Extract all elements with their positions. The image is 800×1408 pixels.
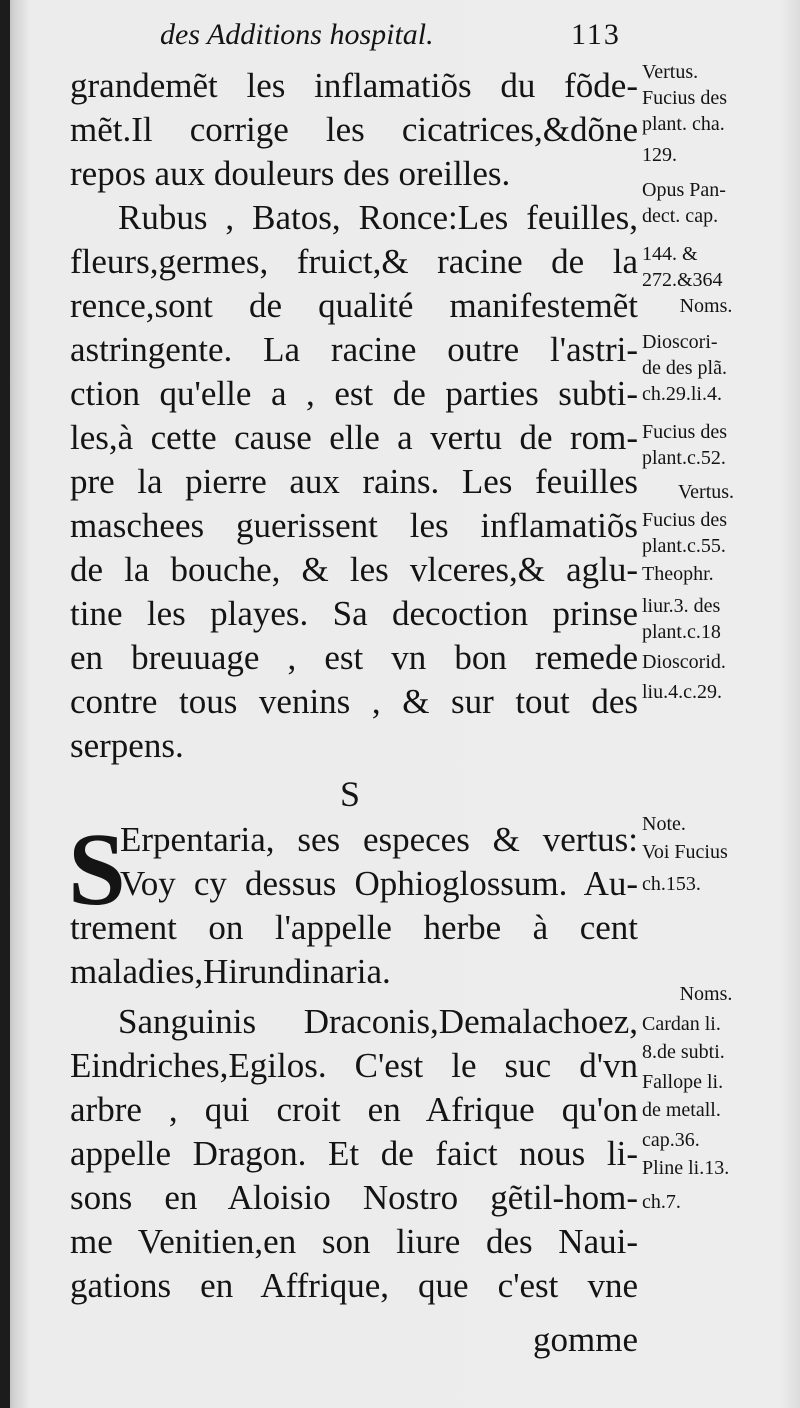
- text-line: tine les playes. Sa decoction prinse: [70, 594, 638, 633]
- text-line: contre tous venins , & sur tout des: [70, 682, 638, 721]
- margin-note: plant.c.55.: [642, 535, 726, 557]
- text-line: Voy cy dessus Ophioglossum. Au-: [120, 864, 638, 903]
- margin-note: 272.&364: [642, 269, 723, 291]
- margin-note: ch.29.li.4.: [642, 383, 722, 405]
- margin-note: plant. cha.: [642, 113, 725, 135]
- text-line: maschees guerissent les inflamatiõs: [70, 506, 638, 545]
- margin-note: Dioscorid.: [642, 651, 726, 673]
- margin-note: Fucius des: [642, 509, 727, 531]
- text-line: me Venitien,en son liure des Naui-: [70, 1222, 638, 1261]
- text-line: mẽt.Il corrige les cicatrices,&dõne: [70, 110, 638, 149]
- text-line: Erpentaria, ses especes & vertus:: [120, 820, 638, 859]
- text-line: Rubus , Batos, Ronce:Les feuilles,: [118, 198, 638, 237]
- margin-note: ch.7.: [642, 1191, 681, 1213]
- margin-note: Vertus.: [642, 61, 699, 83]
- running-title: des Additions hospital.: [160, 18, 434, 51]
- margin-note: 129.: [642, 144, 677, 166]
- margin-note: de des plã.: [642, 357, 727, 379]
- catchword: gomme: [533, 1320, 638, 1359]
- margin-note: 8.de subti.: [642, 1041, 725, 1063]
- text-line: Eindriches,Egilos. C'est le suc d'vn: [70, 1046, 638, 1085]
- margin-note: Noms.: [679, 983, 733, 1005]
- text-line: en breuuage , est vn bon remede: [70, 638, 638, 677]
- drop-capital: S: [68, 812, 126, 927]
- margin-note: Fucius des: [642, 421, 727, 443]
- text-line: gations en Affrique, que c'est vne: [70, 1266, 638, 1305]
- margin-note: liu.4.c.29.: [642, 681, 722, 703]
- margin-note: plant.c.52.: [642, 447, 726, 469]
- page-number: 113: [571, 18, 621, 51]
- text-line: astringente. La racine outre l'astri-: [70, 330, 638, 369]
- text-line: repos aux douleurs des oreilles.: [70, 154, 511, 193]
- text-line: rence,sont de qualité manifestemẽt: [70, 286, 638, 325]
- margin-note: liur.3. des: [642, 595, 721, 617]
- margin-note: Pline li.13.: [642, 1157, 730, 1179]
- text-line: serpens.: [70, 726, 184, 765]
- text-line: maladies,Hirundinaria.: [70, 952, 391, 991]
- text-line: Sanguinis Draconis,Demalachoez,: [118, 1002, 638, 1041]
- margin-note: Voi Fucius: [642, 841, 728, 863]
- margin-note: Vertus.: [677, 481, 735, 503]
- margin-note: Cardan li.: [642, 1013, 721, 1035]
- text-line: arbre , qui croit en Afrique qu'on: [70, 1090, 638, 1129]
- margin-note: Fucius des: [642, 87, 727, 109]
- margin-note: Theophr.: [642, 563, 714, 585]
- text-line: les,à cette cause elle a vertu de rom-: [70, 418, 638, 457]
- section-heading: S: [340, 774, 361, 814]
- margin-note: Note.: [642, 813, 686, 835]
- margin-note: 144. &: [642, 243, 698, 265]
- margin-note: ch.153.: [642, 873, 701, 895]
- margin-note: plant.c.18: [642, 621, 721, 643]
- margin-note: dect. cap.: [642, 205, 719, 227]
- text-line: pre la pierre aux rains. Les feuilles: [70, 462, 638, 501]
- text-line: appelle Dragon. Et de faict nous li-: [70, 1134, 638, 1173]
- text-line: trement on l'appelle herbe à cent: [70, 908, 638, 947]
- margin-note: Noms.: [679, 295, 733, 317]
- text-line: sons en Aloisio Nostro gẽtil-hom-: [70, 1178, 638, 1217]
- text-line: ction qu'elle a , est de parties subti-: [70, 374, 638, 413]
- margin-note: Dioscori-: [642, 331, 718, 353]
- margin-note: de metall.: [642, 1099, 721, 1121]
- text-line: fleurs,germes, fruict,& racine de la: [70, 242, 638, 281]
- text-line: de la bouche, & les vlceres,& aglu-: [70, 550, 638, 589]
- margin-note: Fallope li.: [642, 1071, 724, 1093]
- margin-note: cap.36.: [642, 1129, 700, 1151]
- margin-note: Opus Pan-: [642, 179, 726, 201]
- text-line: grandemẽt les inflamatiõs du fõde-: [70, 66, 638, 105]
